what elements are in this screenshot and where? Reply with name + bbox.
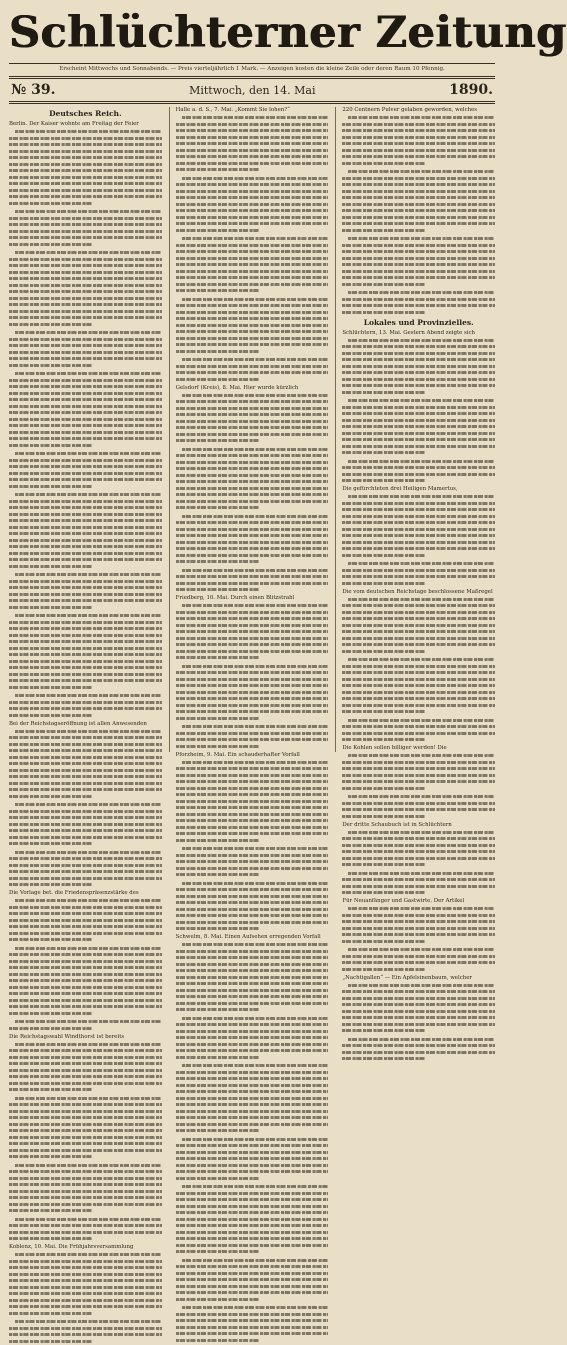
text-line: [342, 709, 426, 716]
masthead-rule: [9, 63, 495, 64]
paragraph: [176, 880, 329, 932]
article-lead: Die vom deutschen Reichstage beschlossene Maßregel: [342, 588, 493, 595]
text-line: [9, 793, 93, 800]
text-line: [176, 715, 260, 722]
column-2: [169, 107, 329, 940]
issue-number: № 39.: [11, 82, 56, 98]
column-text: [9, 1252, 162, 1345]
dateline: [9, 81, 495, 99]
paragraph: [9, 728, 162, 800]
paragraph: [342, 794, 495, 820]
text-line: [9, 563, 93, 570]
text-line: [9, 1010, 93, 1017]
column-text: [176, 115, 329, 383]
text-line: [9, 1208, 93, 1215]
column-3: [335, 107, 495, 981]
paragraph: [9, 451, 162, 490]
text-line: [9, 241, 93, 248]
text-line: [9, 483, 93, 490]
paragraph: [342, 717, 495, 743]
text-line: [342, 160, 426, 167]
text-line: [342, 966, 426, 973]
text-line: [9, 1310, 93, 1317]
column-text: [9, 898, 162, 1032]
text-line: [9, 1087, 93, 1094]
text-line: [342, 737, 426, 744]
column-text: [9, 1041, 162, 1242]
paragraph: [342, 561, 495, 587]
paragraph: [176, 846, 329, 879]
paragraph: [342, 458, 495, 484]
text-line: [176, 1007, 260, 1014]
text-line: [9, 712, 93, 719]
paragraph: [342, 829, 495, 868]
text-line: [176, 1296, 260, 1303]
article-lead: Bei der Reichstagseröffnung ist allen Anwesenden: [9, 720, 147, 727]
text-line: [9, 937, 93, 944]
text-line: [176, 587, 260, 594]
text-line: [342, 862, 426, 869]
paragraph: [342, 169, 495, 234]
column-text: [176, 942, 329, 1344]
article-lead: Pforzheim, 9. Mai. Ein schauderhafter Vorfall: [175, 751, 300, 758]
text-line: [176, 438, 260, 445]
paragraph: [9, 572, 162, 611]
text-line: [342, 389, 426, 396]
text-line: [342, 1028, 426, 1035]
paragraph: [176, 1257, 329, 1303]
column-text: [176, 603, 329, 750]
paragraph: [176, 175, 329, 234]
article-lead: Gelsdorf (Kreis), 8. Mai. Hier wurde kürzlich: [175, 384, 299, 391]
text-line: [9, 442, 93, 449]
text-line: [9, 1025, 93, 1032]
column-text: [342, 753, 495, 820]
paragraph: [342, 870, 495, 896]
article-lead: „Nachtigallen“ — Ein Apfelsinenbaum, welcher: [342, 974, 472, 981]
paragraph: [9, 945, 162, 1017]
column-text: [342, 596, 495, 743]
paragraph: [176, 513, 329, 565]
issue-date: Mittwoch, den 14. Mai: [189, 84, 316, 97]
paragraph: [342, 906, 495, 945]
column-text: [342, 115, 495, 316]
column-text: [342, 494, 495, 587]
paragraph: [9, 1041, 162, 1093]
issue-year: 1890.: [449, 82, 493, 98]
article-lead: Die Kohlen sollen billiger werden! Die: [342, 745, 447, 751]
article-lead: Die Vorlage bet. die Friedenspräsenzstärke des: [9, 890, 139, 896]
paragraph: [342, 398, 495, 457]
paragraph: [176, 1015, 329, 1061]
article-lead: Der dritte Schaubuch ist in Schlüchtern: [342, 821, 452, 828]
paragraph: [9, 1162, 162, 1214]
paragraph: [176, 357, 329, 383]
paragraph: [9, 1019, 162, 1032]
text-line: [9, 321, 93, 328]
column-text: [342, 982, 495, 1062]
column-text: [342, 906, 495, 973]
text-line: [9, 1338, 93, 1345]
article-lead: Halle a. d. S., 7. Mai. „Kommt Sie lohen?“: [175, 107, 290, 113]
text-line: [342, 580, 426, 587]
article-lead: Schlüchtern, 13. Mai. Gestern Abend zeigte sich: [342, 329, 476, 336]
paragraph: [176, 1305, 329, 1344]
paragraph: [9, 693, 162, 719]
text-line: [342, 785, 426, 792]
article-lead: Die gefürchteten drei Heiligen Mamertus,: [342, 486, 458, 492]
paragraph: [176, 1063, 329, 1135]
text-line: [176, 872, 260, 879]
text-line: [342, 552, 426, 559]
column-text: [176, 759, 329, 932]
article-lead: Koblenz, 10. Mai. Die Frühjahrsversammlung: [9, 1244, 134, 1250]
paragraph: [176, 236, 329, 295]
paragraph: [342, 494, 495, 559]
column-text: [342, 337, 495, 484]
paragraph: [9, 492, 162, 570]
column-1: [9, 107, 162, 1250]
text-line: [342, 890, 426, 897]
paragraph: [176, 603, 329, 662]
text-line: [176, 1128, 260, 1135]
text-line: [9, 1236, 93, 1243]
paragraph: [9, 209, 162, 248]
subscription-info: Erscheint Mittwochs und Sonnabends. — Preis vierteljährlich 1 Mark. — Anzeigen kosten die kleine Zeile oder deren Raum 10 Pfennig.: [59, 66, 445, 72]
text-line: [176, 743, 260, 750]
paragraph: [176, 1184, 329, 1256]
paragraph: [9, 1216, 162, 1242]
text-line: [176, 167, 260, 174]
text-line: [176, 655, 260, 662]
paragraph: [342, 596, 495, 655]
paragraph: [9, 250, 162, 328]
dateline-rule-top: [9, 76, 495, 79]
paragraph: [176, 942, 329, 1014]
paragraph: [176, 567, 329, 593]
paragraph: [342, 337, 495, 396]
paragraph: [176, 1136, 329, 1182]
paragraph: [9, 1252, 162, 1317]
article-lead: Schwelm, 8. Mai. Einen Aufsehen erregenden Vorfall: [175, 934, 321, 940]
text-line: [176, 559, 260, 566]
column-text: [176, 392, 329, 593]
paragraph: [9, 1319, 162, 1345]
text-line: [9, 684, 93, 691]
paragraph: [176, 759, 329, 844]
column-text: [342, 829, 495, 896]
paragraph: [9, 849, 162, 888]
text-line: [9, 882, 93, 889]
text-line: [176, 505, 260, 512]
text-line: [9, 362, 93, 369]
text-line: [342, 281, 426, 288]
paragraph: [342, 753, 495, 792]
paragraph: [176, 296, 329, 355]
paragraph: [9, 371, 162, 449]
text-line: [342, 1056, 426, 1063]
paragraph: [176, 446, 329, 511]
text-line: [342, 227, 426, 234]
text-line: [9, 841, 93, 848]
text-line: [342, 813, 426, 820]
text-line: [9, 200, 93, 207]
paragraph: [176, 724, 329, 750]
paragraph: [342, 657, 495, 716]
paragraph: [9, 129, 162, 207]
text-line: [176, 1337, 260, 1344]
section-heading: Lokales und Provinzielles.: [363, 317, 474, 327]
text-line: [342, 478, 426, 485]
paragraph: [176, 663, 329, 722]
column-text: [9, 129, 162, 719]
text-line: [176, 1249, 260, 1256]
text-line: [176, 348, 260, 355]
text-line: [176, 1054, 260, 1061]
text-line: [176, 926, 260, 933]
text-line: [176, 376, 260, 383]
paragraph: [342, 115, 495, 167]
paragraph: [176, 115, 329, 174]
section-heading: Deutsches Reich.: [49, 109, 122, 118]
text-line: [9, 604, 93, 611]
column-text: [9, 728, 162, 888]
text-line: [176, 227, 260, 234]
text-line: [9, 1154, 93, 1161]
paragraph: [9, 1095, 162, 1160]
paragraph: [9, 330, 162, 369]
text-line: [342, 450, 426, 457]
text-line: [342, 938, 426, 945]
text-line: [176, 837, 260, 844]
text-line: [342, 309, 426, 316]
article-lead: Friedberg, 10. Mai. Durch einen Blitzstrahl: [175, 595, 295, 601]
paragraph: [9, 802, 162, 848]
paragraph: [342, 1036, 495, 1062]
paragraph: [342, 290, 495, 316]
text-line: [176, 1175, 260, 1182]
text-line: [176, 288, 260, 295]
masthead-title: Schlüchterner Zeitung: [9, 8, 567, 58]
paragraph: [342, 947, 495, 973]
text-line: [342, 648, 426, 655]
article-lead: Berlin. Der Kaiser wohnte am Freitag der Feier: [9, 121, 139, 127]
paragraph: [9, 613, 162, 691]
paragraph: [342, 982, 495, 1034]
columns: [9, 107, 495, 1250]
dateline-rule-bottom: [9, 101, 495, 104]
paragraph: [9, 898, 162, 944]
article-lead: Für Neuanfänger und Gastwirte. Der Artikel: [342, 898, 465, 904]
article-lead: Die Reichstagswahl Windthorst ist bereits: [9, 1033, 125, 1040]
article-lead: 220 Centnern Pulver gelaben geworden, welches: [342, 107, 478, 113]
paragraph: [342, 236, 495, 288]
paragraph: [176, 392, 329, 444]
